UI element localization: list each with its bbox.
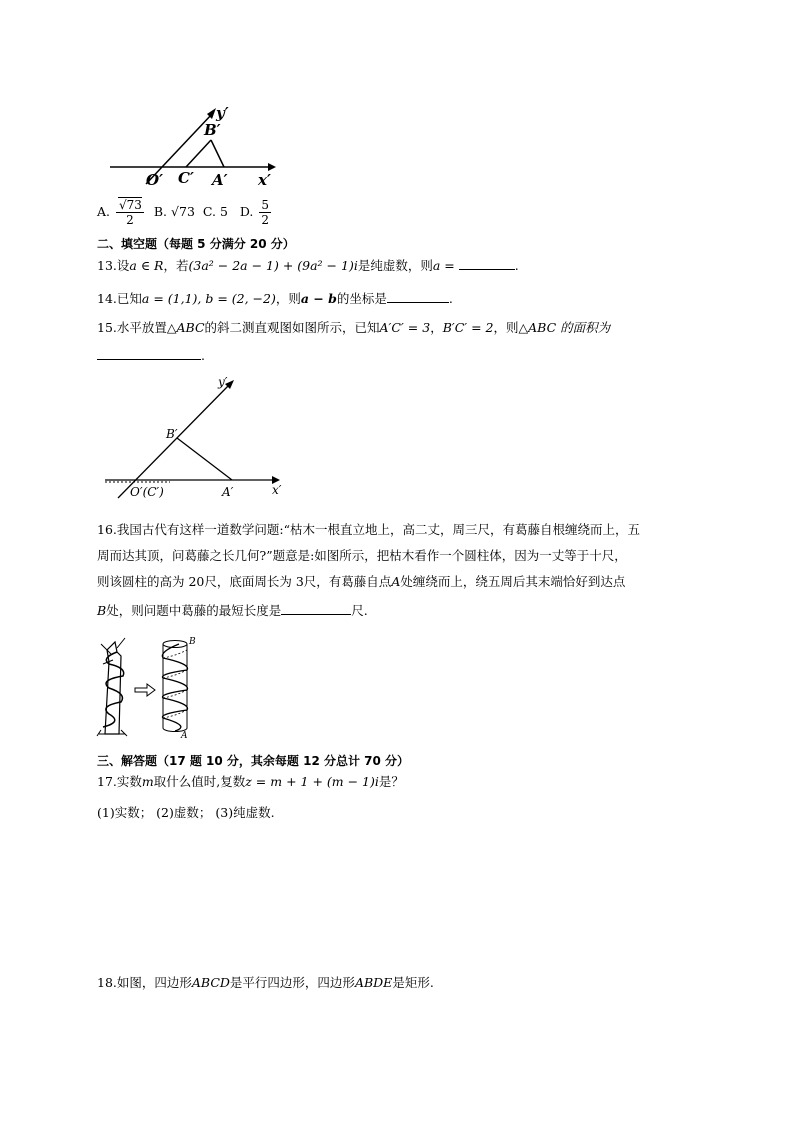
q14-answer-blank[interactable] bbox=[387, 288, 449, 303]
q16-line-4-a: 处，则问题中葛藤的最短长度是 bbox=[106, 603, 282, 618]
question-18 bbox=[97, 973, 434, 993]
q13-prefix: 13.设 bbox=[97, 258, 130, 273]
question-15-line-2 bbox=[97, 345, 205, 366]
q13-mid: ，若 bbox=[163, 258, 189, 273]
q17-suffix: 是？ bbox=[378, 774, 404, 789]
option-a-numerator: √73 bbox=[119, 198, 142, 212]
q18-prefix: 18.如图，四边形 bbox=[97, 975, 192, 990]
b-label: B′ bbox=[204, 121, 221, 139]
q13-expression: (3a² − 2a − 1) + (9a² − 1)i bbox=[188, 258, 358, 273]
x-label: x′ bbox=[272, 483, 282, 497]
q16-line-3-b: 处缠绕而上，绕五周后其末端恰好到达点 bbox=[400, 574, 626, 589]
question-15-line-1 bbox=[97, 318, 610, 338]
q14-end: . bbox=[448, 291, 453, 306]
question-17 bbox=[97, 772, 404, 792]
y-label: y′ bbox=[218, 375, 228, 389]
q18-parallelogram: ABCD bbox=[191, 975, 230, 990]
figure-oblique-triangle-2 bbox=[100, 372, 300, 507]
option-d-fraction bbox=[259, 198, 271, 227]
q15-triangle-2: △ABC 的面积为 bbox=[518, 320, 611, 335]
q18-rectangle: ABDE bbox=[354, 975, 393, 990]
figure-oblique-triangle-1 bbox=[100, 100, 290, 190]
option-d-letter: D. bbox=[239, 204, 254, 219]
option-a-denominator: 2 bbox=[126, 213, 134, 227]
q16-answer-blank[interactable] bbox=[281, 600, 351, 615]
q16-line-3-a: 则该圆柱的高为 20尺，底面周长为 3尺，有葛藤自点 bbox=[97, 574, 392, 589]
q16-point-b: B bbox=[97, 603, 107, 618]
tree-trunk bbox=[105, 642, 121, 734]
cylinder-top bbox=[163, 641, 187, 648]
q15-length-ac: A′C′ = 3 bbox=[379, 320, 431, 335]
x-label: x′ bbox=[258, 171, 271, 189]
option-d-numerator: 5 bbox=[261, 198, 269, 212]
q15-separator: ， bbox=[430, 320, 443, 335]
section-2-title: 二、填空题（每题 5 分满分 20 分） bbox=[97, 237, 295, 251]
question-16-line-3 bbox=[97, 572, 625, 592]
q17-expression: z = m + 1 + (m − 1)i bbox=[245, 774, 379, 789]
q12-options bbox=[97, 192, 273, 232]
q14-mid: ，则 bbox=[275, 291, 301, 306]
point-b-label: B bbox=[189, 637, 196, 647]
b-label: B′ bbox=[166, 427, 178, 441]
q17-mid: 取什么值时,复数 bbox=[153, 774, 246, 789]
q15-text-1: 15.水平放置 bbox=[97, 320, 167, 335]
q13-answer-blank[interactable] bbox=[459, 255, 515, 270]
option-c-letter: C. bbox=[202, 204, 216, 219]
option-a-fraction bbox=[116, 198, 144, 227]
option-b-value: √73 bbox=[171, 204, 195, 219]
option-b-letter: B. bbox=[153, 204, 168, 219]
q13-condition: a ∈ R bbox=[129, 258, 164, 273]
question-17-parts: (1)实数； (2)虚数； (3)纯虚数. bbox=[97, 805, 275, 820]
q14-prefix: 14.已知 bbox=[97, 291, 142, 306]
q18-suffix: 是矩形. bbox=[392, 975, 434, 990]
q13-ask: a = bbox=[432, 258, 455, 273]
q13-end: . bbox=[514, 258, 519, 273]
question-16-line-2: 周而达其顶，问葛藤之长几何?”题意是:如图所示，把枯木看作一个圆柱体，因为一丈等于十尺， bbox=[97, 548, 627, 563]
q14-difference: a − b bbox=[300, 291, 337, 306]
a-label: A′ bbox=[222, 485, 234, 499]
segment-b-a bbox=[177, 438, 232, 480]
a-label: A′ bbox=[212, 171, 228, 189]
segment-b-a bbox=[211, 140, 224, 167]
question-16-line-1: 16.我国古代有这样一道数学问题:“枯木一根直立地上，高二丈，周三尺，有葛藤自根缠绕而上，五 bbox=[97, 522, 640, 537]
q16-point-a: A bbox=[391, 574, 401, 589]
option-c-value: 5 bbox=[219, 204, 228, 219]
q15-text-3: ，则 bbox=[493, 320, 519, 335]
figure-tree-cylinder bbox=[95, 632, 205, 740]
c-label: C′ bbox=[178, 169, 194, 187]
question-16-line-4 bbox=[97, 600, 368, 621]
q17-variable: m bbox=[141, 774, 154, 789]
q15-answer-blank[interactable] bbox=[97, 345, 201, 360]
helix-vine bbox=[162, 644, 187, 731]
question-14 bbox=[97, 288, 453, 309]
question-13 bbox=[97, 255, 519, 276]
point-a-label: A bbox=[181, 731, 188, 740]
y-label: y′ bbox=[216, 104, 229, 122]
transform-arrow bbox=[135, 684, 155, 696]
q16-end: 尺. bbox=[351, 603, 368, 618]
o-label: O′(C′) bbox=[130, 485, 164, 499]
section-3-title: 三、解答题（17 题 10 分，其余每题 12 分总计 70 分） bbox=[97, 754, 410, 768]
q15-length-bc: B′C′ = 2 bbox=[442, 320, 494, 335]
q15-end: . bbox=[201, 348, 205, 363]
q15-text-2: 的斜二测直观图如图所示，已知 bbox=[204, 320, 380, 335]
segment-c-b bbox=[186, 140, 211, 167]
option-d-denominator: 2 bbox=[261, 213, 269, 227]
q13-suffix: 是纯虚数，则 bbox=[357, 258, 433, 273]
o-label: O′ bbox=[146, 171, 164, 189]
q14-suffix: 的坐标是 bbox=[336, 291, 387, 306]
q14-vectors: a = (1,1), b = (2, −2) bbox=[141, 291, 276, 306]
q18-mid: 是平行四边形，四边形 bbox=[229, 975, 355, 990]
x-axis-arrow bbox=[268, 163, 276, 171]
q15-triangle-1: △ABC bbox=[166, 320, 205, 335]
option-a-letter: A. bbox=[97, 204, 111, 219]
q17-prefix: 17.实数 bbox=[97, 774, 142, 789]
y-axis bbox=[118, 384, 230, 498]
